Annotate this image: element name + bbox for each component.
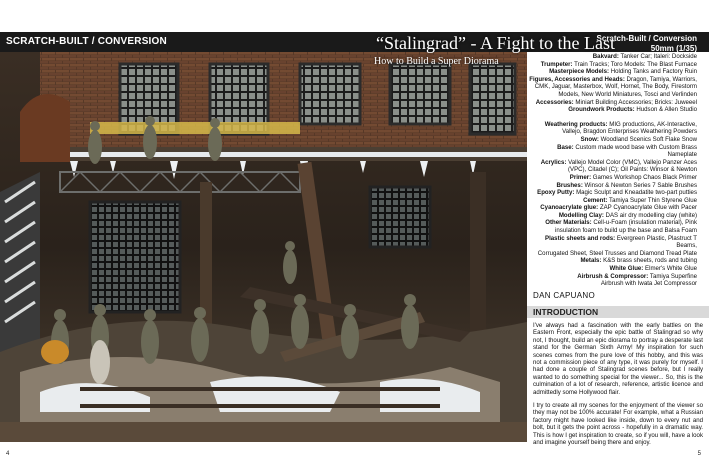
materials-value: Games Workshop Chaos Black Primer [591,173,697,181]
materials-value: Dragon, Tamiya, Warriors, [624,75,697,83]
materials-line [527,250,697,258]
materials-label: Plastic sheets and rods: [545,234,616,242]
materials-line [527,166,697,174]
materials-value: Elmer's White Glue [643,265,697,273]
introduction-heading: INTRODUCTION [533,307,599,317]
materials-label: Weathering products: [544,120,608,128]
materials-label: Groundwork Products: [568,106,635,114]
materials-list [527,53,697,288]
materials-line [527,235,697,250]
introduction-body [533,322,703,453]
materials-value: (VPC), Citadel (C); Oil Paints: Winsor & Newton [567,166,697,174]
materials-value: MIG productions, AK-Interactive, [607,120,697,128]
materials-label: Airbrush & Compressor: [577,272,649,280]
materials-value: Tamiya Superfine [648,272,697,280]
materials-value: Vallejo, Bragdon Enterprises Weathering Powders [562,128,697,136]
diorama-photo [0,52,527,442]
materials-line [527,128,697,136]
materials-line [527,280,697,288]
materials-value: Evergreen Plastic, Plastruct T Beams, [615,234,697,250]
materials-value: K&S brass sheets, rods and tubing [601,257,697,265]
introduction-paragraph: I try to create all my scenes for the enjoyment of the viewer so they may not be 100% accurate! For example, what a Russian factory might have looked like inside, down to every nut and bolt, but it gets the point across - hopefully in a dramatic way. This is how I get inspiration to create, so if you will, have a look and imagine yourself being there and enjoy. [533,402,703,447]
author-name: DAN CAPUANO [533,291,595,300]
materials-value: Miniart Building Accessories; Bricks: Juweeel [573,98,697,106]
materials-line [527,144,697,159]
materials-line [527,121,697,129]
materials-value: Magic Sculpt and Kneadatite two-part putties [574,189,697,197]
kit-line-1: Scratch-Built / Conversion [596,34,697,43]
materials-value: Woodland Scenics Soft Flake Snow [598,135,697,143]
materials-label: Base: [557,143,574,151]
materials-line [527,197,697,205]
materials-label: Accessories: [535,98,574,106]
article-subtitle: How to Build a Super Diorama [374,56,499,67]
materials-line [527,61,697,69]
materials-line [527,159,697,167]
materials-value: Airbrush with Iwata Jet Compressor [600,280,697,288]
introduction-paragraph: I've always had a fascination with the early battles on the Eastern Front, especially the epic battle of Stalingrad so why not, I thought, build an epic diorama to portray a desperate last stand for the German Sixth Army! My inspiration for such scenes comes from the pure love of this hobby, and this was not a commission piece of any type, it was purely for myself. I had done a couple of Stalingrad scenes before, but I really wanted to do something special for the viewer... So, this is the culmination of a lot of research, reference, artistic licence and admittedly some Hollywood flair. [533,322,703,396]
materials-line [527,83,697,91]
materials-label: Snow: [580,135,599,143]
materials-line [527,68,697,76]
materials-label: Brushes: [556,181,583,189]
materials-label: Cement: [583,196,608,204]
materials-group-supplies [527,121,697,288]
materials-label: White Glue: [609,265,644,273]
materials-line [527,76,697,84]
materials-label: Cyanoacrylate glue: [540,204,599,212]
materials-line [527,204,697,212]
materials-line [527,174,697,182]
materials-label: Epoxy Putty: [537,189,575,197]
materials-line [527,106,697,114]
materials-value: Hudson & Allen Studio [634,106,697,114]
materials-value: ZAP Cyanoacrylate Glue with Pacer [598,204,697,212]
materials-label: Figures, Accessories and Heads: [529,75,625,83]
materials-gap [527,114,697,121]
materials-value: DAS air dry modelling clay (white) [603,211,697,219]
materials-label: Metals: [580,257,602,265]
materials-value: CMK, Jaguar, Masterbox, Wolf, Hornet, The Body, Firestorm [534,83,697,91]
materials-line [527,212,697,220]
section-label: SCRATCH-BUILT / CONVERSION [6,36,167,47]
materials-line [527,219,697,227]
materials-line [527,99,697,107]
materials-value: Train Tracks; Toro Models: The Blast Furnace [572,60,697,68]
materials-label: Other Materials: [545,219,592,227]
materials-line [527,53,697,61]
materials-line [527,182,697,190]
article-title: “Stalingrad” - A Fight to the Last [376,33,615,53]
materials-value: Corrugated Sheet, Steel Trusses and Diamond Tread Plate [537,249,697,257]
materials-line [527,91,697,99]
materials-label: Modelling Clay: [558,211,604,219]
materials-value: Models, New World Miniatures, Tosci and Verlinden [558,90,697,98]
materials-group-models [527,53,697,114]
materials-label: Bakvard: [592,53,619,60]
materials-label: Masterpiece Models: [549,68,610,76]
materials-line [527,273,697,281]
diorama-illustration [0,52,527,442]
introduction-heading-bar [527,306,709,318]
materials-label: Trumpeter: [540,60,573,68]
materials-value: Tanker Car; Italeri: Dockside [618,53,697,60]
materials-label: Acrylics: [540,158,567,166]
materials-line [527,136,697,144]
materials-value: Cell-u-Foam (insulation material), Pink [591,219,697,227]
materials-value: Vallejo Model Color (VMC), Vallejo Panzer Aces [566,158,697,166]
page-number-left: 4 [6,451,10,457]
materials-value: Winsor & Newton Series 7 Sable Brushes [582,181,697,189]
materials-value: Holding Tanks and Factory Ruin [609,68,697,76]
page-number-right: 5 [697,451,701,457]
materials-line [527,189,697,197]
materials-line [527,257,697,265]
materials-line [527,227,697,235]
kit-line-2: 50mm (1/35) [650,44,697,53]
materials-value: insulation foam to build up the base and Balsa Foam [555,227,697,235]
materials-label: Primer: [569,173,592,181]
materials-value: Tamiya Super Thin Styrene Glue [607,196,697,204]
materials-value: Custom made wood base with Custom Brass Nameplate [573,143,697,159]
materials-line [527,265,697,273]
